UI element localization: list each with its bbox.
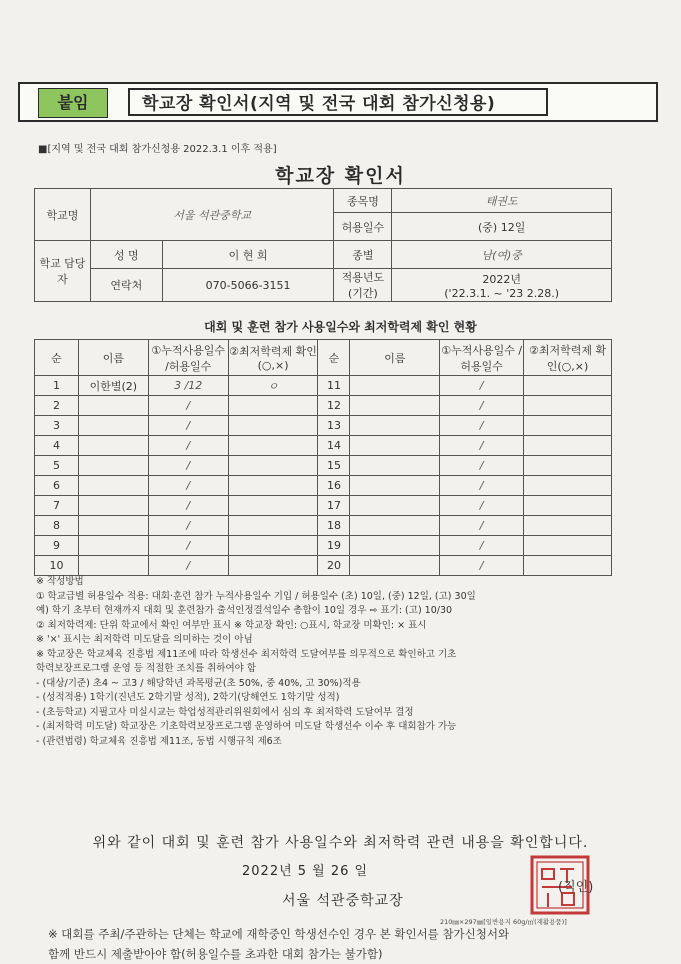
row-cumulative-2: / xyxy=(440,376,524,396)
method-line: ① 학교급별 허용일수 적용: 대회·훈련 참가 누적사용일수 기입 / 허용일수 (초) 10일, (중) 12일, (고) 30일 xyxy=(36,590,476,602)
header-cumulative: ①누적사용일수 /허용일수 xyxy=(148,340,228,376)
row-cumulative-2: / xyxy=(440,476,524,496)
row-no-2: 13 xyxy=(318,416,350,436)
row-cumulative: / xyxy=(148,516,228,536)
row-name-2 xyxy=(350,556,440,576)
method-line: - (관련법령) 학교체육 진흥법 제11조, 동법 시행규칙 제6조 xyxy=(36,735,282,747)
info-table xyxy=(34,188,612,302)
row-cumulative-2: / xyxy=(440,456,524,476)
gender-label: 종별 xyxy=(334,241,392,269)
table-row xyxy=(35,456,612,476)
banner xyxy=(18,82,658,122)
school-value: 서울 석관중학교 xyxy=(90,189,334,241)
table-row xyxy=(35,556,612,576)
row-name-2 xyxy=(350,476,440,496)
row-name xyxy=(78,436,148,456)
row-cumulative: / xyxy=(148,496,228,516)
period-text: ('22.3.1. ~ '23 2.28.) xyxy=(444,286,560,300)
row-check-2 xyxy=(524,556,612,576)
row-name: 이한별(2) xyxy=(78,376,148,396)
row-check xyxy=(228,516,318,536)
row-check-2 xyxy=(524,416,612,436)
row-name xyxy=(78,396,148,416)
row-cumulative: / xyxy=(148,556,228,576)
row-name xyxy=(78,496,148,516)
header-no-2: 순 xyxy=(318,340,350,376)
row-no-2: 12 xyxy=(318,396,350,416)
row-name-2 xyxy=(350,436,440,456)
row-cumulative: / xyxy=(148,436,228,456)
row-no: 8 xyxy=(35,516,79,536)
row-check-2 xyxy=(524,396,612,416)
row-no: 4 xyxy=(35,436,79,456)
table-row xyxy=(35,496,612,516)
row-no: 3 xyxy=(35,416,79,436)
paper-spec: 210㎜×297㎜[일반용지 60g/㎡(재활용품)] xyxy=(440,918,567,926)
row-name xyxy=(78,416,148,436)
official-seal xyxy=(528,855,628,915)
method-line: ※ 작성방법 xyxy=(36,576,84,587)
row-cumulative-2: / xyxy=(440,396,524,416)
contact-label: 연락처 xyxy=(90,269,162,302)
row-check-2 xyxy=(524,476,612,496)
row-no: 7 xyxy=(35,496,79,516)
row-cumulative: / xyxy=(148,536,228,556)
row-name xyxy=(78,476,148,496)
status-table xyxy=(34,339,612,576)
school-principal: 서울 석관중학교장 xyxy=(282,893,404,909)
row-no-2: 18 xyxy=(318,516,350,536)
row-no-2: 17 xyxy=(318,496,350,516)
table-row xyxy=(35,416,612,436)
row-name-2 xyxy=(350,376,440,396)
school-label: 학교명 xyxy=(35,189,91,241)
row-name-2 xyxy=(350,536,440,556)
table-row xyxy=(35,436,612,456)
row-no: 1 xyxy=(35,376,79,396)
row-no-2: 19 xyxy=(318,536,350,556)
row-cumulative-2: / xyxy=(440,556,524,576)
event-label: 종목명 xyxy=(334,189,392,213)
writing-method xyxy=(36,575,476,749)
header-name: 이름 xyxy=(78,340,148,376)
row-no-2: 16 xyxy=(318,476,350,496)
row-cumulative-2: / xyxy=(440,496,524,516)
row-name-2 xyxy=(350,496,440,516)
method-line: - (초등학교) 지필고사 미실시교는 학업성적관리위원회에서 심의 후 최저학력 도달여부 결정 xyxy=(36,706,414,718)
table-row xyxy=(35,476,612,496)
footnote-line: 함께 반드시 제출받아야 함(허용일수를 초과한 대회 참가는 불가함) xyxy=(48,947,383,961)
method-line: ※ 학교장은 학교체육 진흥법 제11조에 따라 학생선수 최저학력 도달여부를 의무적으로 확인하고 기초 xyxy=(36,648,457,660)
row-cumulative-2: / xyxy=(440,416,524,436)
teacher-label: 학교 담당자 xyxy=(35,241,91,302)
allowed-days-value: (중) 12일 xyxy=(392,213,612,241)
row-check xyxy=(228,416,318,436)
name-label: 성 명 xyxy=(90,241,162,269)
row-cumulative-2: / xyxy=(440,436,524,456)
header-min-academic: ②최저학력제 확인(○,×) xyxy=(228,340,318,376)
table-row xyxy=(35,396,612,416)
year-text: 2022년 xyxy=(482,272,521,286)
row-check xyxy=(228,556,318,576)
row-name-2 xyxy=(350,396,440,416)
header-cumulative-2: ①누적사용일수 /허용일수 xyxy=(440,340,524,376)
date: 2022년 5 월 26 일 xyxy=(242,864,369,879)
row-check-2 xyxy=(524,496,612,516)
year-label: 적용년도 (기간) xyxy=(334,269,392,302)
row-check xyxy=(228,536,318,556)
row-check-2 xyxy=(524,436,612,456)
row-no: 5 xyxy=(35,456,79,476)
row-cumulative: / xyxy=(148,396,228,416)
row-name xyxy=(78,516,148,536)
row-name-2 xyxy=(350,516,440,536)
row-check-2 xyxy=(524,516,612,536)
row-no-2: 20 xyxy=(318,556,350,576)
row-cumulative-2: / xyxy=(440,536,524,556)
table-row xyxy=(35,516,612,536)
row-check-2 xyxy=(524,456,612,476)
row-check xyxy=(228,456,318,476)
method-line: - (최저학력 미도달) 학교장은 기초학력보장프로그램 운영하여 미도달 학생선수 이수 후 대회참가 가능 xyxy=(36,721,457,732)
header-name-2: 이름 xyxy=(350,340,440,376)
method-line: 예) 학기 초부터 현재까지 대회 및 훈련참가 출석인정결석일수 총합이 10일 경우 ⇨ 표기: (고) 10/30 xyxy=(36,605,453,616)
row-no: 6 xyxy=(35,476,79,496)
status-title: 대회 및 훈련 참가 사용일수와 최저학력제 확인 현황 xyxy=(204,320,477,334)
row-no: 10 xyxy=(35,556,79,576)
row-no: 9 xyxy=(35,536,79,556)
seal-text: (직인) xyxy=(558,880,594,895)
table-row xyxy=(35,376,612,396)
row-check-2 xyxy=(524,536,612,556)
row-cumulative: 3 /12 xyxy=(148,376,228,396)
contact-value: 070-5066-3151 xyxy=(162,269,334,302)
event-value: 태권도 xyxy=(392,189,612,213)
method-line: - (대상/기준) 초4 ~ 고3 / 해당학년 과목평균(초 50%, 중 40%, 고 30%)적용 xyxy=(36,677,361,689)
row-check xyxy=(228,436,318,456)
row-name xyxy=(78,556,148,576)
row-cumulative: / xyxy=(148,456,228,476)
allowed-days-label: 허용일수 xyxy=(334,213,392,241)
banner-title: 학교장 확인서(지역 및 전국 대회 참가신청용) xyxy=(128,88,548,116)
row-name-2 xyxy=(350,456,440,476)
row-check: ㅇ xyxy=(228,376,318,396)
row-check xyxy=(228,496,318,516)
confirmation-text: 위와 같이 대회 및 훈련 참가 사용일수와 최저학력 관련 내용을 확인합니다. xyxy=(92,835,589,851)
row-name xyxy=(78,536,148,556)
row-no: 2 xyxy=(35,396,79,416)
year-value xyxy=(392,269,612,302)
gender-value: 남(여)중 xyxy=(392,241,612,269)
method-line: ② 최저학력제: 단위 학교에서 확인 여부만 표시 ※ 학교장 확인: ○표시, 학교장 미확인: × 표시 xyxy=(36,619,427,631)
row-no-2: 15 xyxy=(318,456,350,476)
row-no-2: 14 xyxy=(318,436,350,456)
method-line: - (성적적용) 1학기(진년도 2학기말 성적), 2학기(당해연도 1학기말 성적) xyxy=(36,692,340,703)
header-no: 순 xyxy=(35,340,79,376)
header-min-academic-2: ②최저학력제 확인(○,×) xyxy=(524,340,612,376)
footnote-line: ※ 대회를 주최/주관하는 단체는 학교에 재학중인 학생선수인 경우 본 확인서를 참가신청서와 xyxy=(48,927,510,941)
method-line: 학력보장프로그램 운영 등 적절한 조치를 취하여야 함 xyxy=(36,663,257,674)
footnote xyxy=(48,924,509,964)
row-check xyxy=(228,396,318,416)
table-row xyxy=(35,536,612,556)
name-value: 이 현 희 xyxy=(162,241,334,269)
attachment-tag: 붙임 xyxy=(38,88,108,118)
row-check xyxy=(228,476,318,496)
row-cumulative: / xyxy=(148,476,228,496)
row-name-2 xyxy=(350,416,440,436)
row-cumulative: / xyxy=(148,416,228,436)
row-no-2: 11 xyxy=(318,376,350,396)
row-check-2 xyxy=(524,376,612,396)
row-cumulative-2: / xyxy=(440,516,524,536)
row-name xyxy=(78,456,148,476)
application-note: ■[지역 및 전국 대회 참가신청용 2022.3.1 이후 적용] xyxy=(38,144,277,155)
document-title: 학교장 확인서 xyxy=(275,165,406,187)
method-line: ※ '×' 표시는 최저학력 미도달을 의미하는 것이 아님 xyxy=(36,634,253,645)
